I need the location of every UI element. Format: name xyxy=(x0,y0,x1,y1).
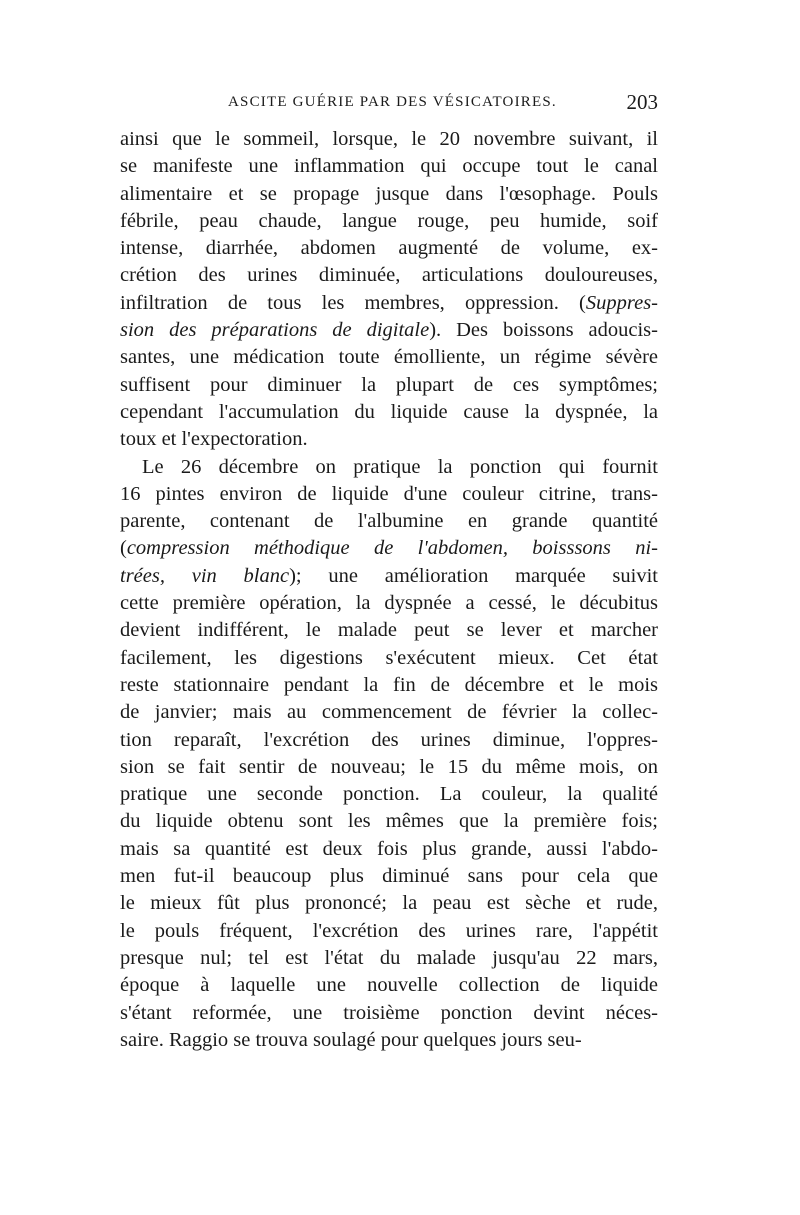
text-line xyxy=(120,262,658,289)
text-line xyxy=(120,890,658,917)
text-line xyxy=(120,399,658,426)
text-line xyxy=(120,672,658,699)
text-segment: reste stationnaire pendant la fin de décembre et le mois xyxy=(120,673,658,696)
text-segment: de janvier; mais au commencement de février la collec- xyxy=(120,701,658,724)
text-line xyxy=(120,699,658,726)
text-line xyxy=(120,590,658,617)
text-segment: intense, diarrhée, abdomen augmenté de volume, ex- xyxy=(120,237,658,260)
text-segment: ); une amélioration marquée suivit xyxy=(289,564,658,587)
text-line xyxy=(120,754,658,781)
text-line xyxy=(120,563,658,590)
text-line xyxy=(120,508,658,535)
page-number: 203 xyxy=(626,90,658,114)
body-text xyxy=(120,126,658,1054)
text-segment: men fut-il beaucoup plus diminué sans pour cela que xyxy=(120,865,658,888)
text-segment: ). Des boissons adoucis- xyxy=(429,319,658,342)
text-line xyxy=(120,153,658,180)
text-line xyxy=(120,781,658,808)
text-segment: Le 26 décembre on pratique la ponction qui fournit xyxy=(142,455,658,478)
text-line xyxy=(120,972,658,999)
text-line xyxy=(120,290,658,317)
text-segment: mais sa quantité est deux fois plus grande, aussi l'abdo- xyxy=(120,837,658,860)
italic-segment: Suppres- xyxy=(585,291,658,314)
text-line xyxy=(120,454,658,481)
text-line xyxy=(120,481,658,508)
text-line xyxy=(120,426,658,453)
text-segment: cependant l'accumulation du liquide cause la dyspnée, la xyxy=(120,400,658,423)
text-segment: parente, contenant de l'albumine en grande quantité xyxy=(120,510,658,533)
running-head xyxy=(120,90,658,120)
text-line xyxy=(120,808,658,835)
text-segment: alimentaire et se propage jusque dans l'œsophage. Pouls xyxy=(120,182,658,205)
text-segment: cette première opération, la dyspnée a cessé, le décubitus xyxy=(120,592,658,615)
text-segment: suffisent pour diminuer la plupart de ces symptômes; xyxy=(120,373,658,396)
text-segment: santes, une médication toute émolliente, un régime sévère xyxy=(120,346,658,369)
text-line xyxy=(120,372,658,399)
text-line xyxy=(120,727,658,754)
italic-segment: compression méthodique de l'abdomen, boisssons ni- xyxy=(126,537,658,560)
text-segment: du liquide obtenu sont les mêmes que la première fois; xyxy=(120,810,658,833)
text-segment: tion reparaît, l'excrétion des urines diminue, l'oppres- xyxy=(120,728,658,751)
text-segment: devient indifférent, le malade peut se lever et marcher xyxy=(120,619,658,642)
text-segment: sion se fait sentir de nouveau; le 15 du même mois, on xyxy=(120,755,658,778)
text-segment: saire. Raggio se trouva soulagé pour quelques jours seu- xyxy=(120,1028,582,1051)
text-segment: crétion des urines diminuée, articulations douloureuses, xyxy=(120,264,658,287)
text-segment: toux et l'expectoration. xyxy=(120,428,308,451)
text-segment: se manifeste une inflammation qui occupe tout le canal xyxy=(120,155,658,178)
text-segment: fébrile, peau chaude, langue rouge, peu humide, soif xyxy=(120,209,658,232)
text-line xyxy=(120,344,658,371)
italic-segment: sion des préparations de digitale xyxy=(120,319,430,342)
text-line xyxy=(120,235,658,262)
text-line xyxy=(120,1027,658,1054)
text-segment: infiltration de tous les membres, oppression. ( xyxy=(120,291,586,314)
text-line xyxy=(120,836,658,863)
text-line xyxy=(120,181,658,208)
text-line xyxy=(120,645,658,672)
text-segment: époque à laquelle une nouvelle collection de liquide xyxy=(120,974,658,997)
text-segment: 16 pintes environ de liquide d'une couleur citrine, trans- xyxy=(120,482,658,505)
text-segment: presque nul; tel est l'état du malade jusqu'au 22 mars, xyxy=(120,946,658,969)
text-line xyxy=(120,1000,658,1027)
text-line xyxy=(120,208,658,235)
text-line xyxy=(120,863,658,890)
text-segment: facilement, les digestions s'exécutent mieux. Cet état xyxy=(120,646,658,669)
text-line xyxy=(120,918,658,945)
running-title: ASCITE GUÉRIE PAR DES VÉSICATOIRES. xyxy=(228,94,557,110)
text-line xyxy=(120,317,658,344)
text-line xyxy=(120,617,658,644)
text-segment: ainsi que le sommeil, lorsque, le 20 novembre suivant, il xyxy=(120,128,658,150)
text-line xyxy=(120,126,658,153)
text-segment: le mieux fût plus prononcé; la peau est sèche et rude, xyxy=(120,892,658,915)
text-segment: pratique une seconde ponction. La couleur, la qualité xyxy=(120,783,658,806)
text-segment: ( xyxy=(120,537,127,560)
text-line xyxy=(120,535,658,562)
text-line xyxy=(120,945,658,972)
italic-segment: trées, vin blanc xyxy=(120,564,290,587)
text-segment: s'étant reformée, une troisième ponction devint néces- xyxy=(120,1001,658,1024)
text-segment: le pouls fréquent, l'excrétion des urines rare, l'appétit xyxy=(120,919,658,942)
